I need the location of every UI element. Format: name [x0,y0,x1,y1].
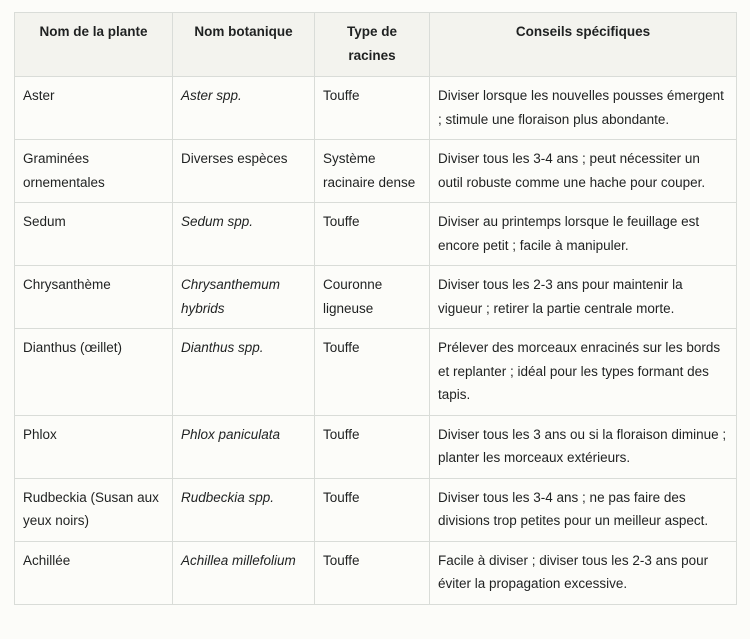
cell-botanical-name: Chrysanthemum hybrids [173,266,315,329]
cell-root-type: Couronne ligneuse [315,266,430,329]
cell-botanical-name: Aster spp. [173,77,315,140]
header-row [15,13,737,77]
cell-plant-name: Phlox [15,415,173,478]
cell-plant-name: Chrysanthème [15,266,173,329]
table-row [15,203,737,266]
cell-tips: Diviser tous les 3 ans ou si la floraison diminue ; planter les morceaux extérieurs. [430,415,737,478]
cell-tips: Diviser au printemps lorsque le feuillage est encore petit ; facile à manipuler. [430,203,737,266]
cell-tips: Facile à diviser ; diviser tous les 2-3 ans pour éviter la propagation excessive. [430,541,737,604]
plant-division-table-container [14,12,736,605]
header-root-type: Type de racines [315,13,430,77]
table-row [15,541,737,604]
table-row [15,478,737,541]
cell-root-type: Touffe [315,478,430,541]
table-body [15,77,737,605]
cell-plant-name: Achillée [15,541,173,604]
cell-root-type: Touffe [315,415,430,478]
cell-plant-name: Rudbeckia (Susan aux yeux noirs) [15,478,173,541]
plant-division-table [14,12,737,605]
cell-plant-name: Sedum [15,203,173,266]
header-plant-name: Nom de la plante [15,13,173,77]
cell-plant-name: Graminées ornementales [15,140,173,203]
table-row [15,266,737,329]
cell-botanical-name: Rudbeckia spp. [173,478,315,541]
cell-tips: Diviser tous les 2-3 ans pour maintenir la vigueur ; retirer la partie centrale morte. [430,266,737,329]
cell-botanical-name: Phlox paniculata [173,415,315,478]
cell-tips: Prélever des morceaux enracinés sur les bords et replanter ; idéal pour les types formant des tapis. [430,329,737,416]
table-row [15,140,737,203]
table-row [15,329,737,416]
cell-tips: Diviser tous les 3-4 ans ; ne pas faire des divisions trop petites pour un meilleur aspect. [430,478,737,541]
cell-root-type: Touffe [315,329,430,416]
header-botanical-name: Nom botanique [173,13,315,77]
cell-botanical-name: Diverses espèces [173,140,315,203]
cell-root-type: Touffe [315,203,430,266]
cell-plant-name: Dianthus (œillet) [15,329,173,416]
table-row [15,415,737,478]
cell-plant-name: Aster [15,77,173,140]
table-row [15,77,737,140]
cell-botanical-name: Sedum spp. [173,203,315,266]
cell-tips: Diviser tous les 3-4 ans ; peut nécessiter un outil robuste comme une hache pour couper. [430,140,737,203]
cell-root-type: Touffe [315,77,430,140]
cell-root-type: Touffe [315,541,430,604]
table-header [15,13,737,77]
cell-botanical-name: Dianthus spp. [173,329,315,416]
cell-tips: Diviser lorsque les nouvelles pousses émergent ; stimule une floraison plus abondante. [430,77,737,140]
cell-botanical-name: Achillea millefolium [173,541,315,604]
cell-root-type: Système racinaire dense [315,140,430,203]
header-specific-tips: Conseils spécifiques [430,13,737,77]
